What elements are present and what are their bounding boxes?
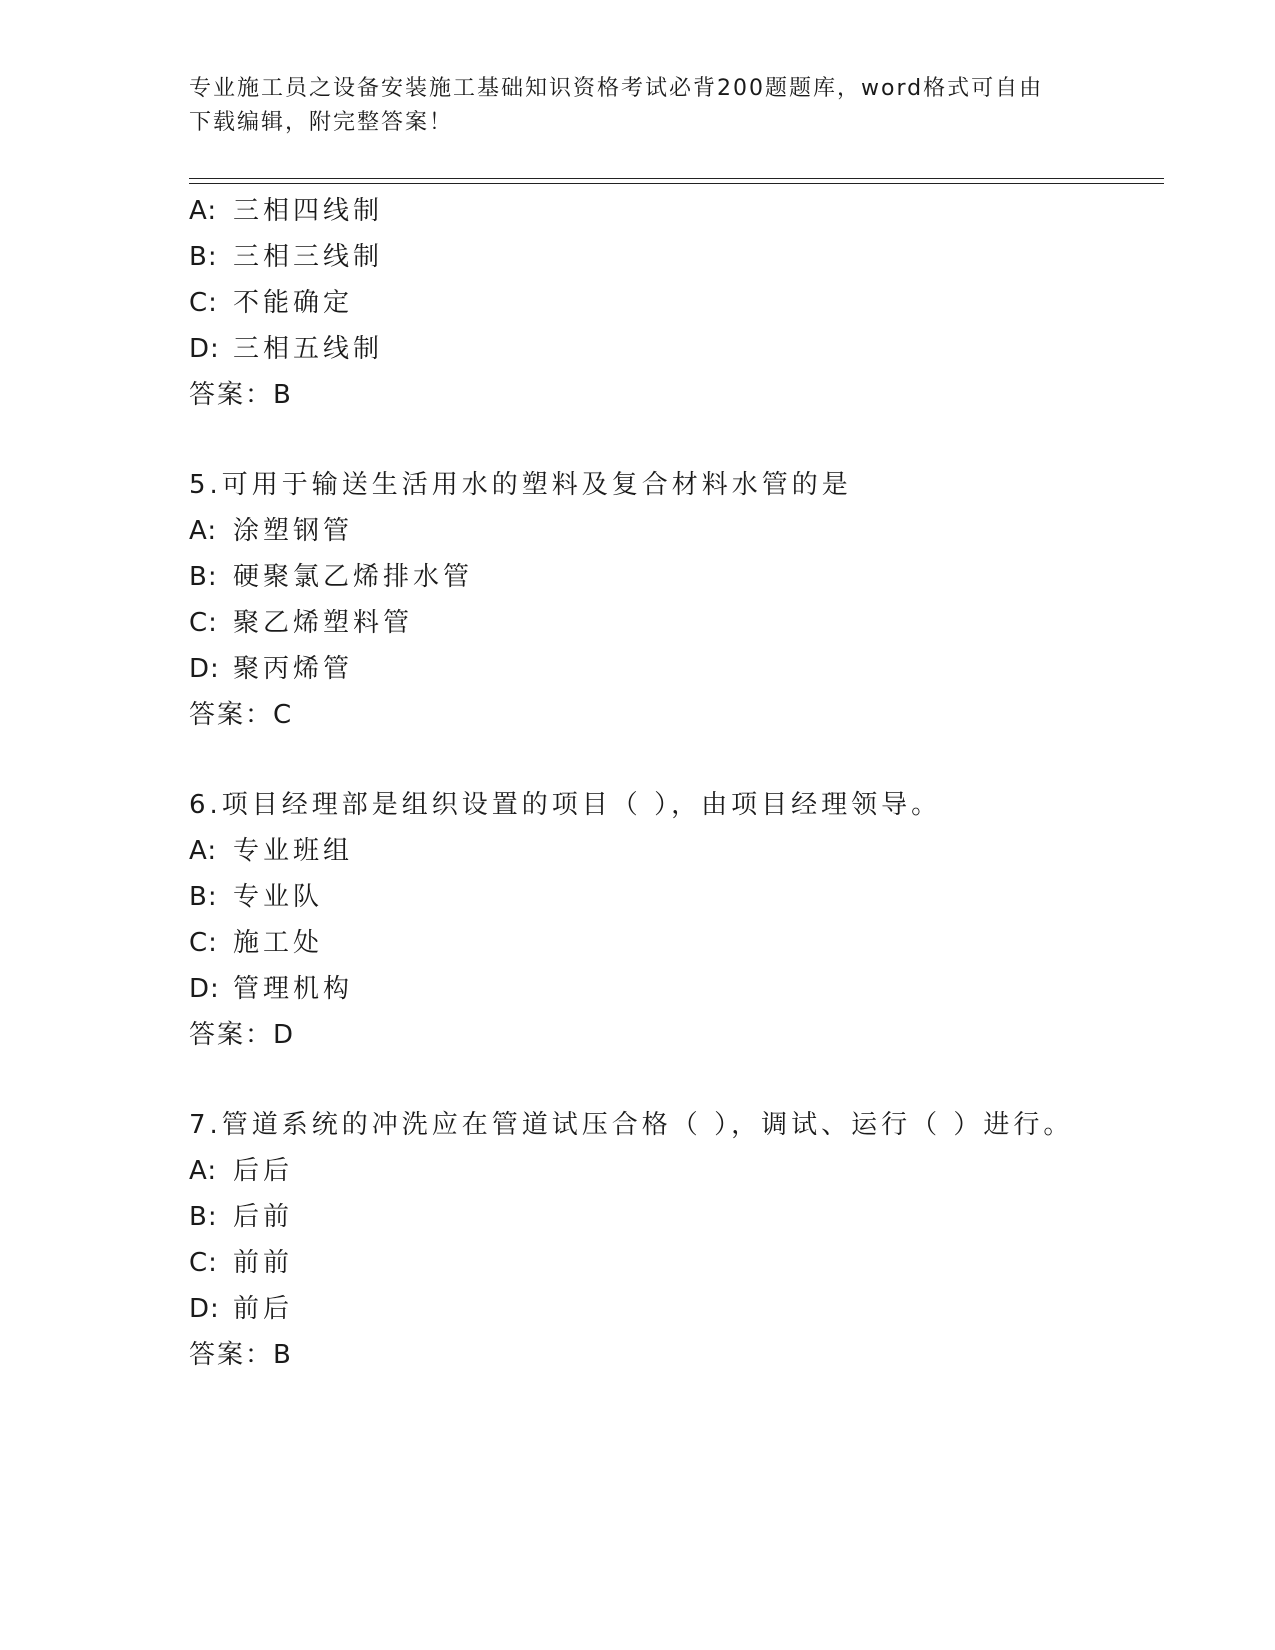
option-c [189, 600, 1149, 646]
option-letter: B: [189, 242, 218, 272]
question-spacer [189, 1058, 1149, 1102]
option-d [189, 646, 1149, 692]
question-4-block [189, 188, 1149, 418]
question-title: 7.管道系统的冲洗应在管道试压合格（ ），调试、运行（ ）进行。 [189, 1110, 1074, 1140]
option-text: 专业队 [233, 882, 324, 912]
option-a [189, 508, 1149, 554]
option-letter: A: [189, 1156, 218, 1186]
option-letter: C: [189, 288, 218, 318]
answer-line: 答案：D [189, 1020, 296, 1050]
answer-line: 答案：C [189, 700, 294, 730]
option-d [189, 326, 1149, 372]
option-c [189, 920, 1149, 966]
answer-line: 答案：B [189, 380, 293, 410]
option-text: 聚乙烯塑料管 [233, 608, 414, 638]
option-text: 涂塑钢管 [233, 516, 354, 546]
option-text: 三相四线制 [233, 196, 384, 226]
option-b [189, 554, 1149, 600]
option-text: 管理机构 [233, 974, 354, 1004]
option-letter: A: [189, 196, 218, 226]
option-text: 施工处 [233, 928, 324, 958]
header-title-line-2: 下载编辑，附完整答案！ [189, 110, 454, 135]
option-text: 三相五线制 [233, 334, 384, 364]
document-header [189, 72, 1069, 140]
header-divider-top [189, 178, 1164, 179]
option-letter: C: [189, 608, 218, 638]
option-text: 后前 [233, 1202, 294, 1232]
option-text: 不能确定 [233, 288, 354, 318]
question-title: 6.项目经理部是组织设置的项目（ ），由项目经理领导。 [189, 790, 942, 820]
option-b [189, 874, 1149, 920]
option-text: 硬聚氯乙烯排水管 [233, 562, 474, 592]
option-letter: D: [189, 1294, 220, 1324]
option-letter: D: [189, 334, 220, 364]
header-title-line-1: 专业施工员之设备安装施工基础知识资格考试必背200题题库，word格式可自由 [189, 76, 1044, 101]
option-text: 专业班组 [233, 836, 354, 866]
header-divider-bottom [189, 183, 1164, 184]
question-6-block [189, 782, 1149, 1058]
answer-line: 答案：B [189, 1340, 293, 1370]
option-letter: B: [189, 882, 218, 912]
option-d [189, 1286, 1149, 1332]
question-list [189, 188, 1149, 1378]
option-letter: A: [189, 516, 218, 546]
question-5-block [189, 462, 1149, 738]
option-letter: B: [189, 1202, 218, 1232]
option-letter: C: [189, 1248, 218, 1278]
option-letter: B: [189, 562, 218, 592]
option-a [189, 188, 1149, 234]
option-text: 前前 [233, 1248, 294, 1278]
option-b [189, 234, 1149, 280]
question-spacer [189, 738, 1149, 782]
option-letter: C: [189, 928, 218, 958]
option-c [189, 1240, 1149, 1286]
question-7-block [189, 1102, 1149, 1378]
option-a [189, 1148, 1149, 1194]
question-spacer [189, 418, 1149, 462]
option-text: 聚丙烯管 [233, 654, 354, 684]
option-text: 后后 [233, 1156, 294, 1186]
option-text: 前后 [233, 1294, 294, 1324]
option-letter: D: [189, 654, 220, 684]
option-d [189, 966, 1149, 1012]
option-a [189, 828, 1149, 874]
option-text: 三相三线制 [233, 242, 384, 272]
option-b [189, 1194, 1149, 1240]
option-c [189, 280, 1149, 326]
option-letter: A: [189, 836, 218, 866]
option-letter: D: [189, 974, 220, 1004]
question-title: 5.可用于输送生活用水的塑料及复合材料水管的是 [189, 470, 852, 500]
